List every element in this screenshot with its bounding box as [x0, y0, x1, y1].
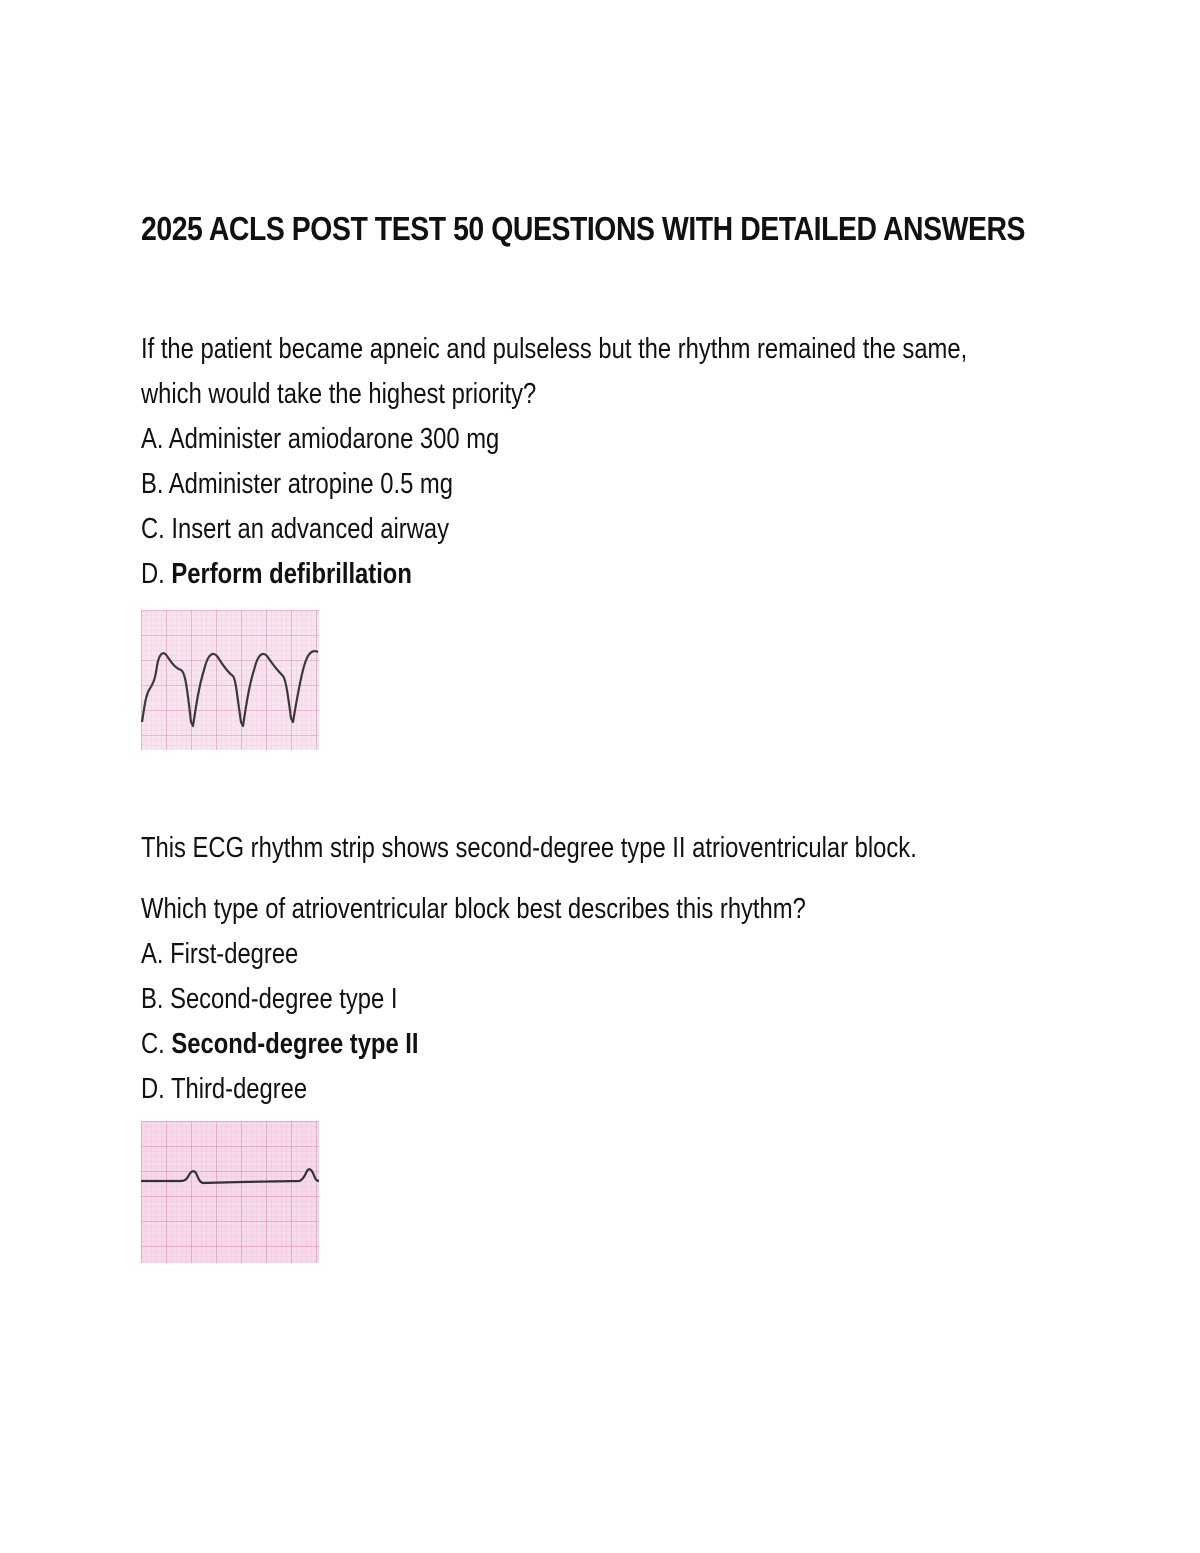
question-1-stem-line-2: which would take the highest priority? [141, 378, 537, 410]
question-2-stem-line-1: This ECG rhythm strip shows second-degree type II atrioventricular block. [141, 832, 917, 864]
option-text-correct: Second-degree type II [171, 1028, 419, 1060]
question-1-option-d [141, 558, 412, 591]
option-text: Second-degree type I [170, 983, 398, 1015]
option-letter: C. [141, 1028, 165, 1060]
ecg-av-block-flat-trace-icon [141, 1121, 319, 1263]
option-text: Administer atropine 0.5 mg [168, 468, 453, 500]
option-letter: A. [141, 423, 164, 455]
document-title: 2025 ACLS POST TEST 50 QUESTIONS WITH DETAILED ANSWERS [141, 210, 1026, 247]
option-letter: B. [141, 983, 164, 1015]
question-1-option-b [141, 468, 453, 501]
option-text: Insert an advanced airway [171, 513, 449, 545]
question-2-option-c [141, 1028, 419, 1061]
option-letter: D. [141, 1073, 165, 1105]
ecg-strip-2 [141, 1121, 319, 1261]
question-2-stem-line-2: Which type of atrioventricular block best describes this rhythm? [141, 893, 806, 925]
question-1-option-a [141, 423, 499, 456]
question-1-stem-line-1: If the patient became apneic and pulseless but the rhythm remained the same, [141, 333, 968, 365]
option-letter: B. [141, 468, 164, 500]
option-letter: D. [141, 558, 165, 590]
question-2-option-a [141, 938, 298, 971]
ecg-strip-1 [141, 610, 319, 750]
ecg-wide-complex-tachycardia-icon [141, 610, 319, 750]
option-letter: A. [141, 938, 164, 970]
option-text: Third-degree [170, 1073, 308, 1105]
question-2-option-b [141, 983, 397, 1016]
option-letter: C. [141, 513, 165, 545]
option-text: First-degree [170, 938, 299, 970]
question-2-option-d [141, 1073, 307, 1106]
option-text-correct: Perform defibrillation [171, 558, 412, 590]
question-1-option-c [141, 513, 449, 546]
option-text: Administer amiodarone 300 mg [168, 423, 500, 455]
